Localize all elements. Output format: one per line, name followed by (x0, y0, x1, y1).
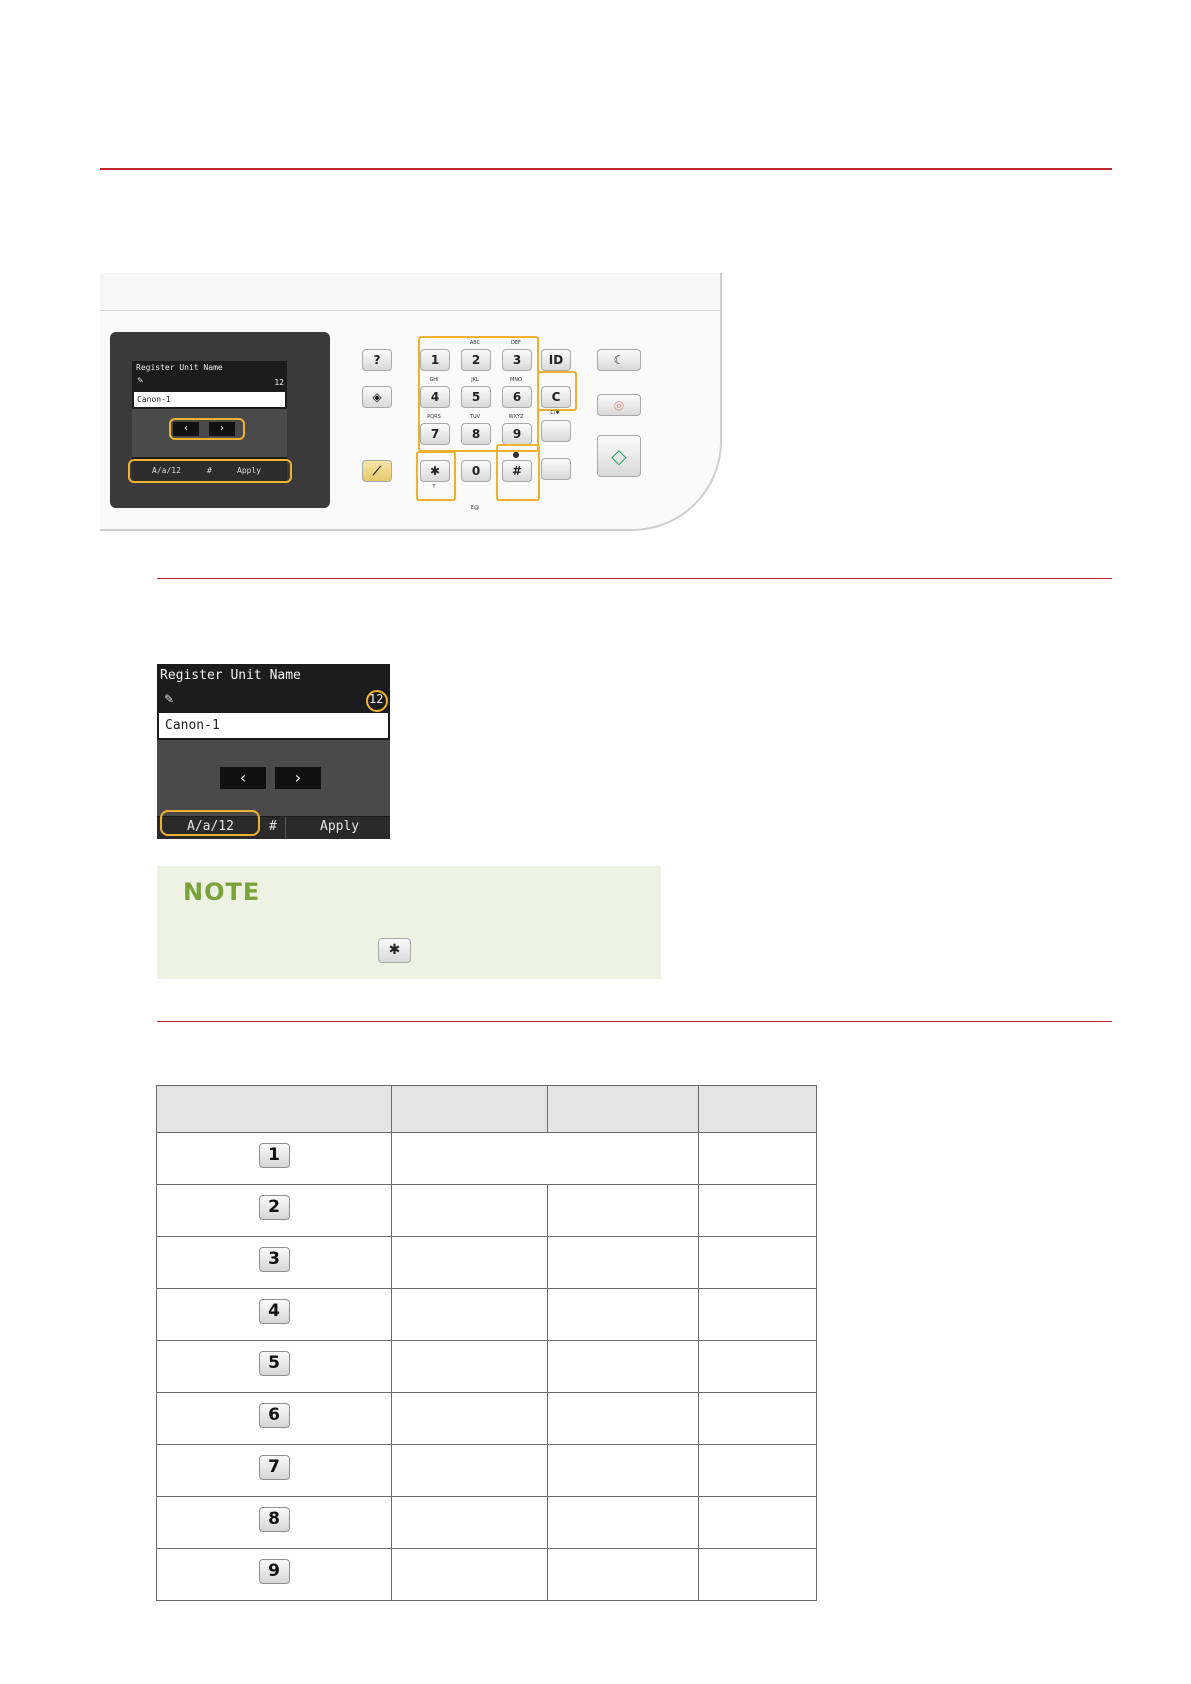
key-6-icon: 6 (259, 1403, 290, 1428)
character-count: 12 (369, 692, 384, 706)
table-header-row (157, 1086, 817, 1133)
clear-key[interactable]: C (541, 386, 571, 408)
table-row (157, 1185, 817, 1237)
key-5-icon: 5 (259, 1351, 290, 1376)
name-field[interactable]: Canon-1 (159, 713, 388, 738)
section-rule-1 (157, 578, 1112, 579)
header-rule (100, 168, 1112, 170)
help-key[interactable]: ? (362, 349, 392, 371)
key-3-icon: 3 (259, 1247, 290, 1272)
key-0[interactable]: 0 (461, 460, 491, 482)
section-rule-2 (157, 1021, 1112, 1022)
key-8[interactable]: 8 (461, 423, 491, 445)
key-4[interactable]: 4 (420, 386, 450, 408)
energy-key[interactable] (541, 458, 571, 480)
table-row (157, 1445, 817, 1497)
table-row (157, 1341, 817, 1393)
display-enlarged (157, 664, 390, 839)
stop-key[interactable]: ◎ (597, 394, 641, 416)
start-key[interactable]: ◇ (597, 435, 641, 477)
key-1-icon: 1 (259, 1143, 290, 1168)
key-6[interactable]: 6 (502, 386, 532, 408)
left-arrow-button[interactable]: ‹ (173, 422, 199, 436)
key-5[interactable]: 5 (461, 386, 491, 408)
key-1[interactable]: 1 (420, 349, 450, 371)
control-panel-illustration: Register Unit Name ✎ 12 Canon-1 ‹ › A/a/12 # Apply ? ◈ ⟋ ABC DEF 1 2 3 GHI JKL MNO 4 5 6 PQRS TUV WXYZ 7 8 9 ✱ T 0 E@ ● # ID C C/✱ ☾ ◎ ◇ (100, 273, 722, 531)
right-arrow-button[interactable]: › (209, 422, 235, 436)
softkey-row-highlight (128, 459, 292, 483)
right-arrow-button[interactable]: › (275, 767, 321, 789)
key-4-icon: 4 (259, 1299, 290, 1324)
symbol-softkey[interactable]: # (269, 819, 277, 834)
left-arrow-button[interactable]: ‹ (220, 767, 266, 789)
key-9[interactable]: 9 (502, 423, 532, 445)
key-2-icon: 2 (259, 1195, 290, 1220)
display-title: Register Unit Name (136, 363, 223, 372)
character-entry-table (156, 1085, 817, 1601)
id-key[interactable]: ID (541, 349, 571, 371)
blank-key[interactable] (541, 420, 571, 442)
apply-softkey[interactable]: Apply (237, 466, 262, 475)
table-row (157, 1549, 817, 1601)
table-row (157, 1497, 817, 1549)
display-title: Register Unit Name (160, 668, 301, 683)
apply-softkey[interactable]: Apply (320, 819, 360, 834)
table-row (157, 1289, 817, 1341)
key-9-icon: 9 (259, 1559, 290, 1584)
note-box (157, 866, 661, 979)
keyboard-icon: ✎ (137, 376, 144, 385)
table-row (157, 1133, 817, 1185)
table-row (157, 1237, 817, 1289)
key-8-icon: 8 (259, 1507, 290, 1532)
input-mode-softkey[interactable]: A/a/12 (187, 819, 234, 834)
key-7[interactable]: 7 (420, 423, 450, 445)
star-key-icon: ✱ (378, 938, 411, 963)
star-key[interactable]: ✱ (420, 460, 450, 482)
reset-key[interactable]: ⟋ (362, 460, 392, 482)
key-3[interactable]: 3 (502, 349, 532, 371)
sleep-key[interactable]: ☾ (597, 349, 641, 371)
symbol-softkey[interactable]: # (207, 466, 212, 475)
character-count: 12 (274, 378, 284, 387)
key-7-icon: 7 (259, 1455, 290, 1480)
note-heading: NOTE (183, 878, 261, 906)
input-mode-highlight (160, 810, 260, 836)
table-row (157, 1393, 817, 1445)
hash-key[interactable]: # (502, 460, 532, 482)
input-mode-softkey[interactable]: A/a/12 (152, 466, 181, 475)
name-field[interactable]: Canon-1 (134, 392, 285, 407)
settings-key[interactable]: ◈ (362, 386, 392, 408)
keyboard-icon: ✎ (164, 692, 175, 706)
key-2[interactable]: 2 (461, 349, 491, 371)
